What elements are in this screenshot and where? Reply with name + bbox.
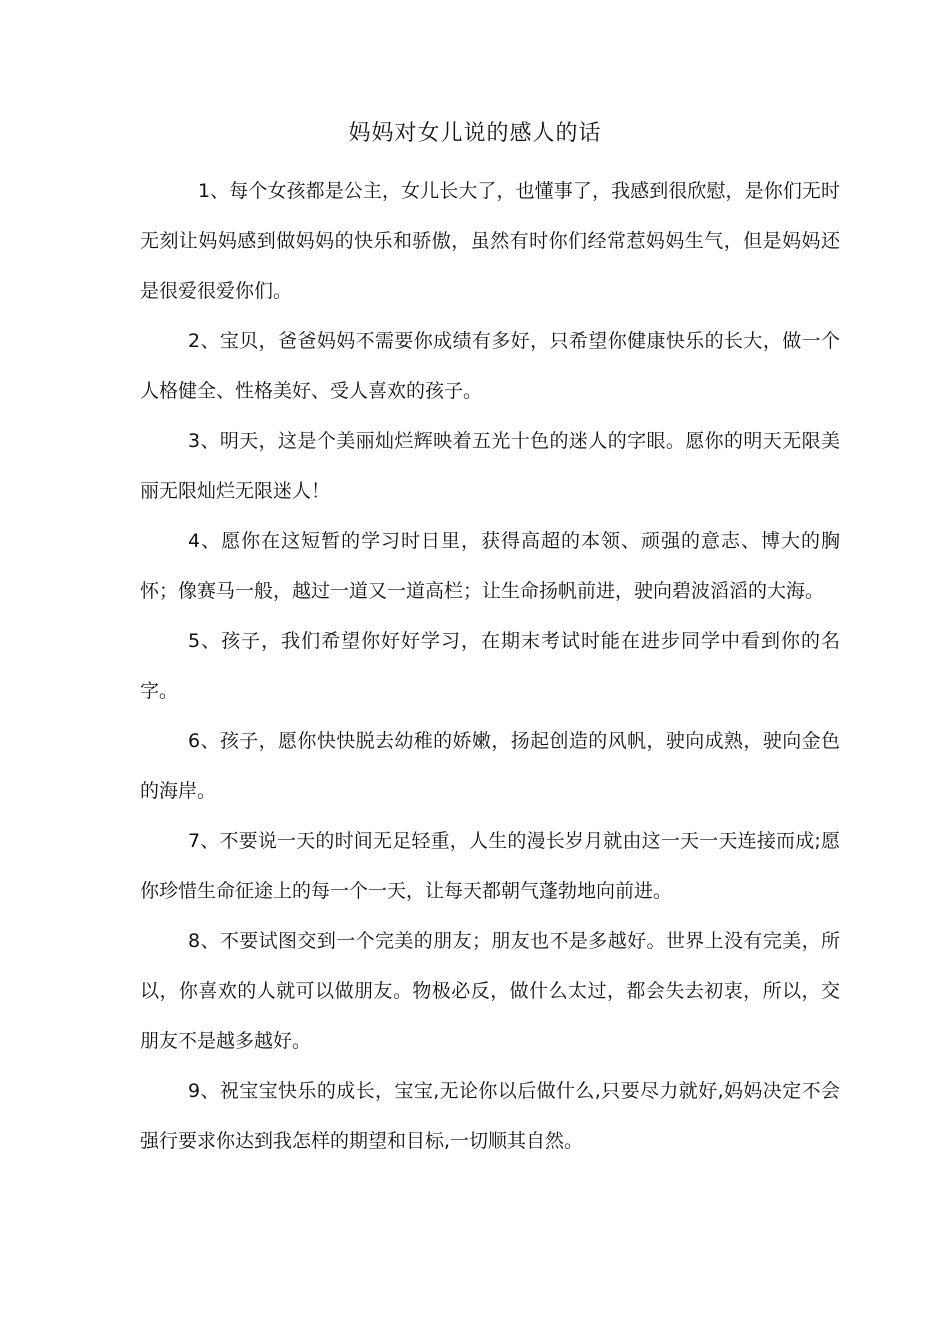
- paragraph-9: 9、祝宝宝快乐的成长，宝宝,无论你以后做什么,只要尽力就好,妈妈决定不会强行要求你达到我怎样的期望和目标,一切顺其自然。: [140, 1080, 840, 1152]
- paragraph-7: 7、不要说一天的时间无足轻重，人生的漫长岁月就由这一天一天连接而成;愿你珍惜生命征途上的每一个一天，让每天都朝气蓬勃地向前进。: [140, 830, 840, 902]
- page-title: 妈妈对女儿说的感人的话: [348, 121, 602, 146]
- paragraph-1: 1、每个女孩都是公主，女儿长大了，也懂事了，我感到很欣慰，是你们无时无刻让妈妈感到做妈妈的快乐和骄傲，虽然有时你们经常惹妈妈生气，但是妈妈还是很爱很爱你们。: [140, 180, 840, 302]
- paragraph-8: 8、不要试图交到一个完美的朋友；朋友也不是多越好。世界上没有完美，所以，你喜欢的人就可以做朋友。物极必反，做什么太过，都会失去初衷，所以，交朋友不是越多越好。: [140, 930, 840, 1052]
- paragraph-2: 2、宝贝，爸爸妈妈不需要你成绩有多好，只希望你健康快乐的长大，做一个人格健全、性格美好、受人喜欢的孩子。: [140, 330, 840, 402]
- document-body: [140, 166, 840, 1166]
- paragraph-5: 5、孩子，我们希望你好好学习，在期末考试时能在进步同学中看到你的名字。: [140, 630, 840, 702]
- paragraph-3: 3、明天，这是个美丽灿烂辉映着五光十色的迷人的字眼。愿你的明天无限美丽无限灿烂无限迷人！: [140, 430, 840, 502]
- paragraph-6: 6、孩子，愿你快快脱去幼稚的娇嫩，扬起创造的风帆，驶向成熟，驶向金色的海岸。: [140, 730, 840, 802]
- paragraph-4: 4、愿你在这短暂的学习时日里，获得高超的本领、顽强的意志、博大的胸怀；像赛马一般，越过一道又一道高栏；让生命扬帆前进，驶向碧波滔滔的大海。: [140, 530, 840, 602]
